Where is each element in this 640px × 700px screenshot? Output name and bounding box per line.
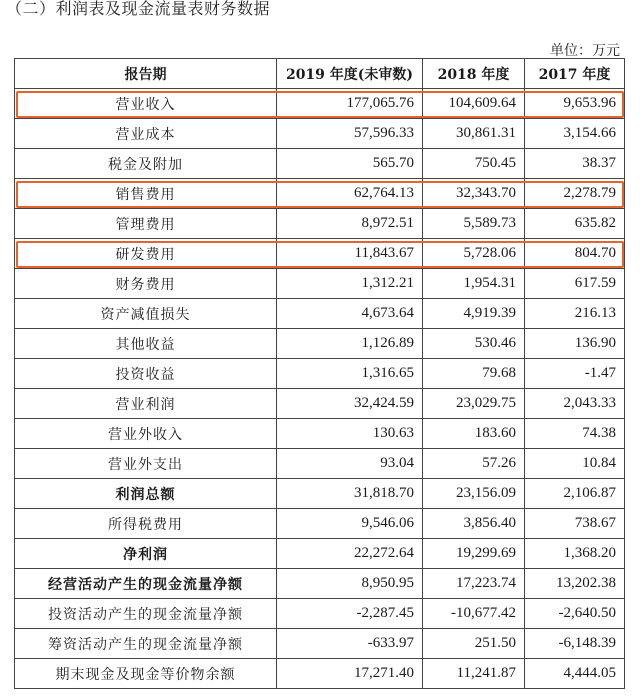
value-2019: 32,424.59 (277, 389, 423, 419)
header-2018: 2018 年度 (423, 59, 525, 89)
row-label: 销售费用 (15, 179, 277, 209)
value-2018: 750.45 (423, 149, 525, 179)
header-2017: 2017 年度 (525, 59, 625, 89)
value-2018: 5,728.06 (423, 239, 525, 269)
value-2018: 11,241.87 (423, 659, 525, 689)
row-label: 营业收入 (15, 89, 277, 119)
value-2019: 17,271.40 (277, 659, 423, 689)
value-2019: 9,546.06 (277, 509, 423, 539)
table-row (15, 569, 625, 599)
table-row (15, 269, 625, 299)
table-row (15, 119, 625, 149)
row-label: 期末现金及现金等价物余额 (15, 659, 277, 689)
value-2017: 1,368.20 (525, 539, 625, 569)
table-row (15, 239, 625, 269)
header-period: 报告期 (15, 59, 277, 89)
row-label: 筹资活动产生的现金流量净额 (15, 629, 277, 659)
value-2017: 804.70 (525, 239, 625, 269)
table-row (15, 539, 625, 569)
row-label: 投资收益 (15, 359, 277, 389)
value-2019: 1,316.65 (277, 359, 423, 389)
value-2018: 23,029.75 (423, 389, 525, 419)
value-2019: 11,843.67 (277, 239, 423, 269)
value-2019: -2,287.45 (277, 599, 423, 629)
value-2017: 10.84 (525, 449, 625, 479)
table-row (15, 299, 625, 329)
row-label: 研发费用 (15, 239, 277, 269)
value-2017: -6,148.39 (525, 629, 625, 659)
value-2017: 136.90 (525, 329, 625, 359)
value-2019: 31,818.70 (277, 479, 423, 509)
row-label: 所得税费用 (15, 509, 277, 539)
value-2018: 32,343.70 (423, 179, 525, 209)
value-2018: 251.50 (423, 629, 525, 659)
value-2019: 1,312.21 (277, 269, 423, 299)
row-label: 税金及附加 (15, 149, 277, 179)
value-2018: 183.60 (423, 419, 525, 449)
header-2019: 2019 年度(未审数) (277, 59, 423, 89)
value-2019: -633.97 (277, 629, 423, 659)
value-2017: 9,653.96 (525, 89, 625, 119)
row-label: 营业利润 (15, 389, 277, 419)
table-row (15, 209, 625, 239)
value-2017: 4,444.05 (525, 659, 625, 689)
value-2018: 1,954.31 (423, 269, 525, 299)
row-label: 净利润 (15, 539, 277, 569)
table-row (15, 509, 625, 539)
value-2017: 2,043.33 (525, 389, 625, 419)
table-row (15, 629, 625, 659)
value-2019: 22,272.64 (277, 539, 423, 569)
value-2019: 565.70 (277, 149, 423, 179)
value-2017: 38.37 (525, 149, 625, 179)
value-2018: 79.68 (423, 359, 525, 389)
table-row (15, 389, 625, 419)
value-2017: 3,154.66 (525, 119, 625, 149)
value-2018: 5,589.73 (423, 209, 525, 239)
value-2019: 4,673.64 (277, 299, 423, 329)
unit-label: 单位：万元 (550, 43, 620, 59)
value-2017: 13,202.38 (525, 569, 625, 599)
table-row (15, 359, 625, 389)
row-label: 财务费用 (15, 269, 277, 299)
value-2017: 2,106.87 (525, 479, 625, 509)
row-label: 管理费用 (15, 209, 277, 239)
value-2017: 617.59 (525, 269, 625, 299)
row-label: 利润总额 (15, 479, 277, 509)
value-2019: 8,972.51 (277, 209, 423, 239)
value-2017: -1.47 (525, 359, 625, 389)
value-2019: 177,065.76 (277, 89, 423, 119)
value-2018: 23,156.09 (423, 479, 525, 509)
value-2018: 530.46 (423, 329, 525, 359)
value-2018: 4,919.39 (423, 299, 525, 329)
value-2019: 57,596.33 (277, 119, 423, 149)
value-2019: 8,950.95 (277, 569, 423, 599)
table-row (15, 179, 625, 209)
value-2017: -2,640.50 (525, 599, 625, 629)
value-2018: 30,861.31 (423, 119, 525, 149)
value-2018: 17,223.74 (423, 569, 525, 599)
value-2018: 104,609.64 (423, 89, 525, 119)
value-2017: 74.38 (525, 419, 625, 449)
row-label: 营业成本 (15, 119, 277, 149)
table-row (15, 479, 625, 509)
row-label: 资产减值损失 (15, 299, 277, 329)
value-2018: 57.26 (423, 449, 525, 479)
value-2017: 216.13 (525, 299, 625, 329)
table-row (15, 659, 625, 689)
row-label: 营业外支出 (15, 449, 277, 479)
table-row (15, 149, 625, 179)
value-2019: 130.63 (277, 419, 423, 449)
value-2017: 2,278.79 (525, 179, 625, 209)
table-row (15, 449, 625, 479)
row-label: 投资活动产生的现金流量净额 (15, 599, 277, 629)
value-2018: 3,856.40 (423, 509, 525, 539)
value-2019: 1,126.89 (277, 329, 423, 359)
value-2018: 19,299.69 (423, 539, 525, 569)
table-row (15, 89, 625, 119)
row-label: 营业外收入 (15, 419, 277, 449)
table-row (15, 599, 625, 629)
value-2017: 738.67 (525, 509, 625, 539)
table-body (15, 89, 625, 689)
value-2019: 62,764.13 (277, 179, 423, 209)
section-title: （二）利润表及现金流量表财务数据 (6, 0, 271, 18)
value-2017: 635.82 (525, 209, 625, 239)
financial-table (14, 58, 625, 689)
table-row (15, 419, 625, 449)
row-label: 经营活动产生的现金流量净额 (15, 569, 277, 599)
table-header-row (15, 59, 625, 89)
table-row (15, 329, 625, 359)
row-label: 其他收益 (15, 329, 277, 359)
value-2018: -10,677.42 (423, 599, 525, 629)
value-2019: 93.04 (277, 449, 423, 479)
